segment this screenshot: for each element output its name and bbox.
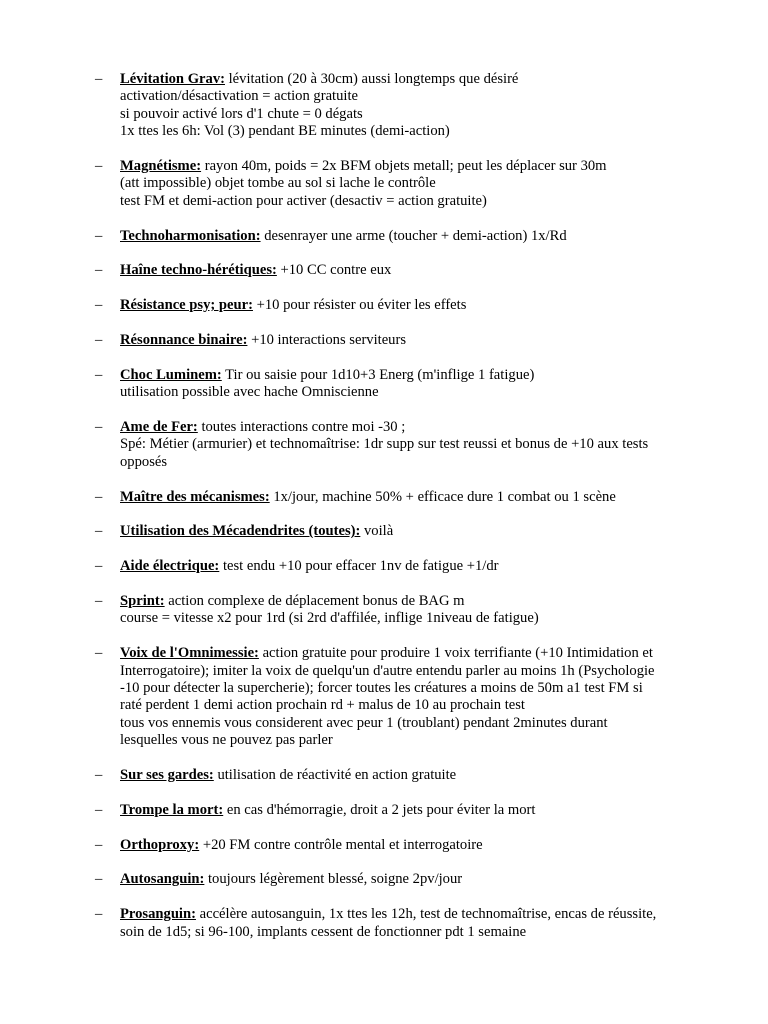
list-item-orthoproxy: [0, 837, 695, 854]
item-first-line: [120, 593, 695, 610]
item-text: lévitation (20 à 30cm) aussi longtemps que désiré: [224, 71, 519, 87]
item-text: soin de 1d5; si 96-100, implants cessent de fonctionner pdt 1 semaine: [120, 923, 527, 940]
list-item-resonnance-binaire: [0, 332, 695, 349]
item-term: Lévitation Grav:: [120, 71, 225, 87]
item-text: 1x ttes les 6h: Vol (3) pendant BE minutes (demi-action): [120, 123, 450, 140]
list-dash: –: [95, 558, 103, 575]
item-term: Prosanguin:: [120, 906, 196, 923]
list-dash: –: [95, 801, 103, 818]
item-text: desenrayer une arme (toucher + demi-action) 1x/Rd: [260, 227, 567, 244]
list-dash: –: [95, 593, 103, 610]
list-dash: –: [95, 906, 103, 923]
list-dash: –: [95, 366, 103, 383]
item-text: si pouvoir activé lors d'1 chute = 0 dégats: [120, 105, 363, 122]
list-item-utilisation-mecadendrites: [0, 523, 695, 540]
list-item-resistance-psy-peur: [0, 297, 695, 314]
item-term: Technoharmonisation:: [120, 227, 261, 244]
list-item-technoharmonisation: [0, 228, 695, 245]
item-first-line: [120, 523, 695, 540]
item-first-line: [120, 332, 695, 349]
item-text: toutes interactions contre moi -30 ;: [197, 419, 406, 436]
item-term: Ame de Fer:: [120, 419, 198, 436]
item-text: activation/désactivation = action gratuite: [120, 88, 358, 105]
list-dash: –: [95, 297, 103, 314]
item-text: +20 FM contre contrôle mental et interrogatoire: [199, 836, 483, 853]
item-text: accélère autosanguin, 1x ttes les 12h, test de technomaîtrise, encas de réussite,: [195, 906, 657, 923]
item-first-line: [120, 367, 695, 384]
item-term: Utilisation des Mécadendrites (toutes):: [120, 523, 361, 540]
item-text: course = vitesse x2 pour 1rd (si 2rd d'affilée, inflige 1niveau de fatigue): [120, 610, 539, 627]
list-item-aide-electrique: [0, 558, 695, 575]
item-first-line: [120, 228, 695, 245]
item-first-line: [120, 158, 695, 175]
item-text: +10 interactions serviteurs: [247, 332, 407, 349]
item-first-line: [120, 558, 695, 575]
item-text: utilisation de réactivité en action gratuite: [213, 767, 457, 784]
item-text: action gratuite pour produire 1 voix terrifiante (+10 Intimidation et: [258, 645, 653, 662]
item-first-line: [120, 297, 695, 314]
item-text: toujours légèrement blessé, soigne 2pv/jour: [204, 871, 463, 888]
item-term: Sprint:: [120, 593, 165, 610]
item-first-line: [120, 489, 695, 506]
item-term: Maître des mécanismes:: [120, 488, 270, 505]
item-first-line: [120, 71, 695, 88]
item-term: Haîne techno-hérétiques:: [120, 262, 277, 279]
item-first-line: [120, 906, 695, 923]
list-dash: –: [95, 71, 103, 87]
item-first-line: [120, 767, 695, 784]
item-text: en cas d'hémorragie, droit a 2 jets pour éviter la mort: [223, 801, 536, 818]
document-page: [0, 71, 768, 958]
list-dash: –: [95, 645, 103, 662]
list-dash: –: [95, 836, 103, 853]
item-first-line: [120, 837, 695, 854]
list-dash: –: [95, 767, 103, 784]
item-first-line: [120, 645, 695, 662]
list-item-maitre-des-mecanismes: [0, 489, 695, 506]
item-text: Spé: Métier (armurier) et technomaîtrise: 1dr supp sur test reussi et bonus de +10 aux tests: [120, 436, 649, 453]
list-dash: –: [95, 871, 103, 888]
item-text: lesquelles vous ne pouvez pas parler: [120, 732, 333, 749]
list-item-haine-techno-heretiques: [0, 262, 695, 279]
list-item-trompe-la-mort: [0, 802, 695, 819]
item-term: Autosanguin:: [120, 871, 205, 888]
item-text: -10 pour détecter la supercherie); forcer toutes les créatures a moins de 50m a1 test FM si: [120, 680, 643, 697]
item-term: Sur ses gardes:: [120, 767, 214, 784]
list-item-sprint: [0, 593, 695, 628]
item-text: raté perdent 1 demi action prochain rd + malus de 10 au prochain test: [120, 697, 525, 714]
item-text: action complexe de déplacement bonus de BAG m: [164, 593, 465, 610]
item-text: test endu +10 pour effacer 1nv de fatigue +1/dr: [219, 558, 499, 575]
item-text: +10 pour résister ou éviter les effets: [252, 297, 467, 314]
item-text: test FM et demi-action pour activer (desactiv = action gratuite): [120, 192, 487, 209]
list-item-sur-ses-gardes: [0, 767, 695, 784]
item-term: Résonnance binaire:: [120, 332, 248, 349]
list-item-magnetisme: [0, 158, 695, 210]
item-term: Aide électrique:: [120, 558, 220, 575]
item-first-line: [120, 419, 695, 436]
item-term: Trompe la mort:: [120, 801, 224, 818]
item-term: Voix de l'Omnimessie:: [120, 645, 259, 662]
item-text: tous vos ennemis vous considerent avec peur 1 (troublant) pendant 2minutes durant: [120, 714, 608, 731]
list-dash: –: [95, 523, 103, 540]
item-text: utilisation possible avec hache Omniscienne: [120, 384, 379, 401]
item-first-line: [120, 871, 695, 888]
list-item-ame-de-fer: [0, 419, 695, 471]
item-text: Tir ou saisie pour 1d10+3 Energ (m'inflige 1 fatigue): [221, 366, 535, 383]
item-first-line: [120, 802, 695, 819]
list-item-choc-luminem: [0, 367, 695, 402]
item-term: Orthoproxy:: [120, 836, 200, 853]
list-dash: –: [95, 488, 103, 505]
item-text: Interrogatoire); imiter la voix de quelqu'un d'autre entendu parler au moins 1h (Psychologie: [120, 662, 655, 679]
list-dash: –: [95, 262, 103, 279]
list-dash: –: [95, 227, 103, 244]
item-text: rayon 40m, poids = 2x BFM objets metall; peut les déplacer sur 30m: [201, 158, 607, 175]
list-dash: –: [95, 419, 103, 436]
list-item-levitation-grav: [0, 71, 695, 141]
list-dash: –: [95, 332, 103, 349]
list-item-prosanguin: [0, 906, 695, 941]
list-item-autosanguin: [0, 871, 695, 888]
item-term: Magnétisme:: [120, 158, 202, 175]
item-text: voilà: [360, 523, 394, 540]
item-first-line: [120, 262, 695, 279]
item-text: +10 CC contre eux: [276, 262, 392, 279]
item-term: Choc Luminem:: [120, 366, 222, 383]
item-text: (att impossible) objet tombe au sol si lache le contrôle: [120, 175, 436, 192]
list-item-voix-de-l-omnimessie: [0, 645, 695, 749]
item-text: 1x/jour, machine 50% + efficace dure 1 combat ou 1 scène: [269, 488, 616, 505]
item-text: opposés: [120, 453, 168, 470]
list-dash: –: [95, 158, 103, 175]
item-term: Résistance psy; peur:: [120, 297, 253, 314]
